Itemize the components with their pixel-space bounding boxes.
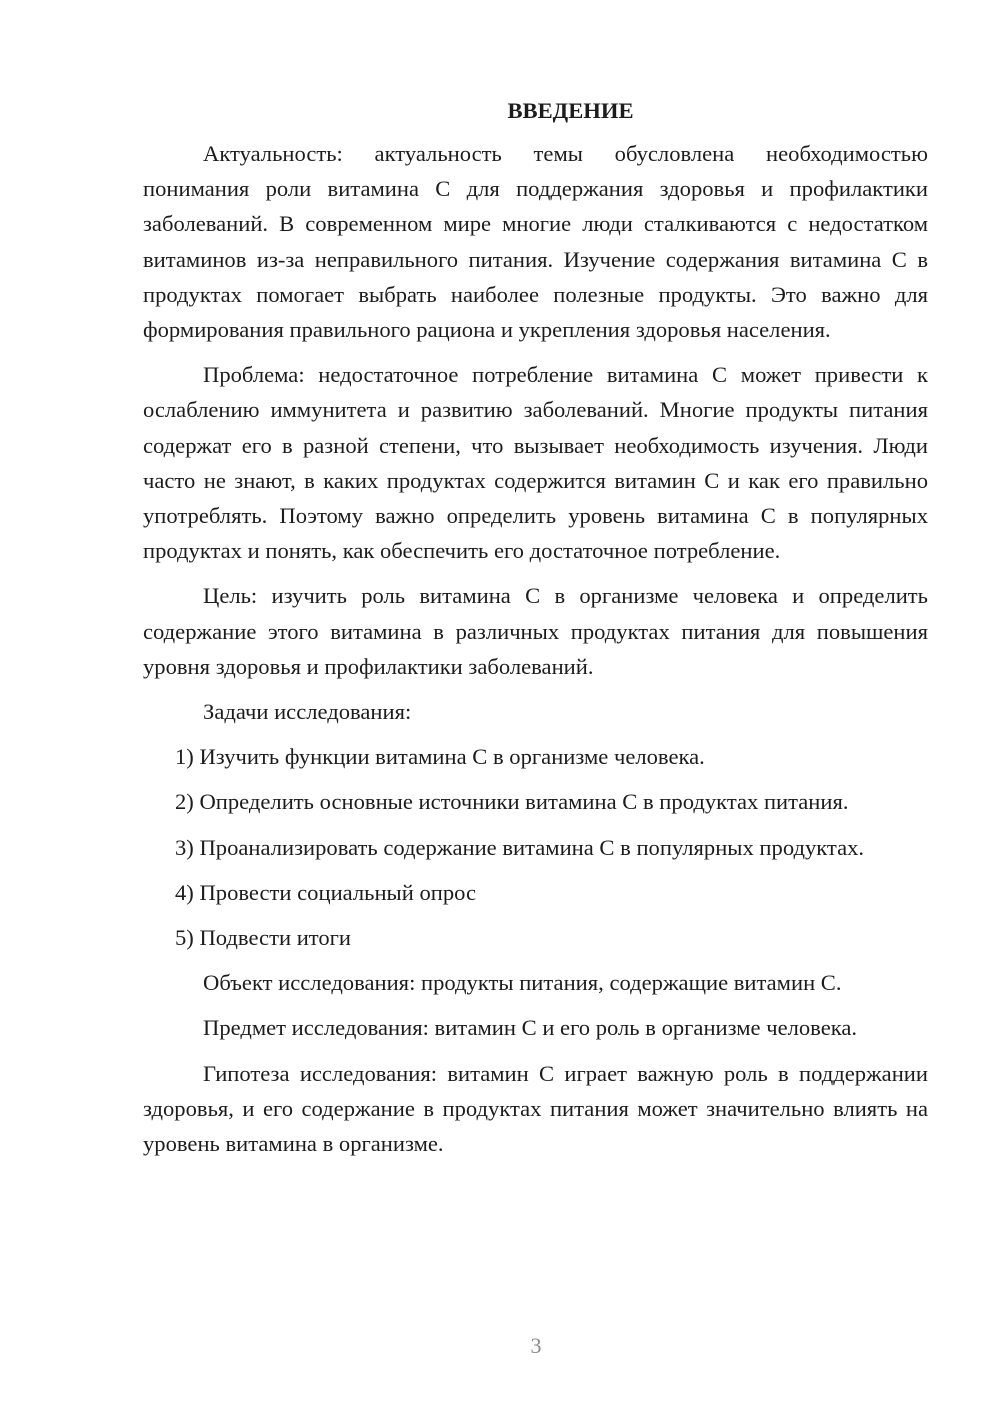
paragraph-object: Объект исследования: продукты питания, содержащие витамин С. [203, 970, 842, 996]
page-title: ВВЕДЕНИЕ [507, 98, 634, 123]
list-item-task-2: 2) Определить основные источники витамина С в продуктах питания. [175, 789, 849, 815]
list-item-task-3: 3) Проанализировать содержание витамина С в популярных продуктах. [175, 834, 865, 860]
paragraph-relevance: Актуальность: актуальность темы обусловлена необходимостью понимания роли витамина С для поддержания здоровья и профилактики заболеваний. В современном мире многие люди сталкиваются с недостатком витаминов из-за неправильного питания. Изучение содержания витамина С в продуктах помогает выбрать наиболее полезные продукты. Это важно для формирования правильного рациона и укрепления здоровья населения. [143, 141, 928, 343]
tasks-heading: Задачи исследования: [203, 699, 412, 725]
list-item-task-1: 1) Изучить функции витамина С в организме человека. [175, 744, 705, 770]
paragraph-hypothesis: Гипотеза исследования: витамин С играет важную роль в поддержании здоровья, и его содержание в продуктах питания может значительно влиять на уровень витамина в организме. [143, 1060, 928, 1157]
paragraph-problem: Проблема: недостаточное потребление витамина С может привести к ослаблению иммунитета и развитию заболеваний. Многие продукты питания содержат его в разной степени, что вызывает необходимость изучения. Люди часто не знают, в каких продуктах содержится витамин С и как его правильно употреблять. Поэтому важно определить уровень витамина С в популярных продуктах и понять, как обеспечить его достаточное потребление. [143, 362, 928, 564]
paragraph-subject: Предмет исследования: витамин С и его роль в организме человека. [203, 1015, 858, 1041]
list-item-task-5: 5) Подвести итоги [175, 925, 352, 951]
document-page [143, 96, 928, 1171]
list-item-task-4: 4) Провести социальный опрос [175, 879, 477, 905]
page-number: 3 [530, 1333, 542, 1358]
paragraph-goal: Цель: изучить роль витамина С в организме человека и определить содержание этого витамина в различных продуктах питания для повышения уровня здоровья и профилактики заболеваний. [143, 583, 928, 679]
